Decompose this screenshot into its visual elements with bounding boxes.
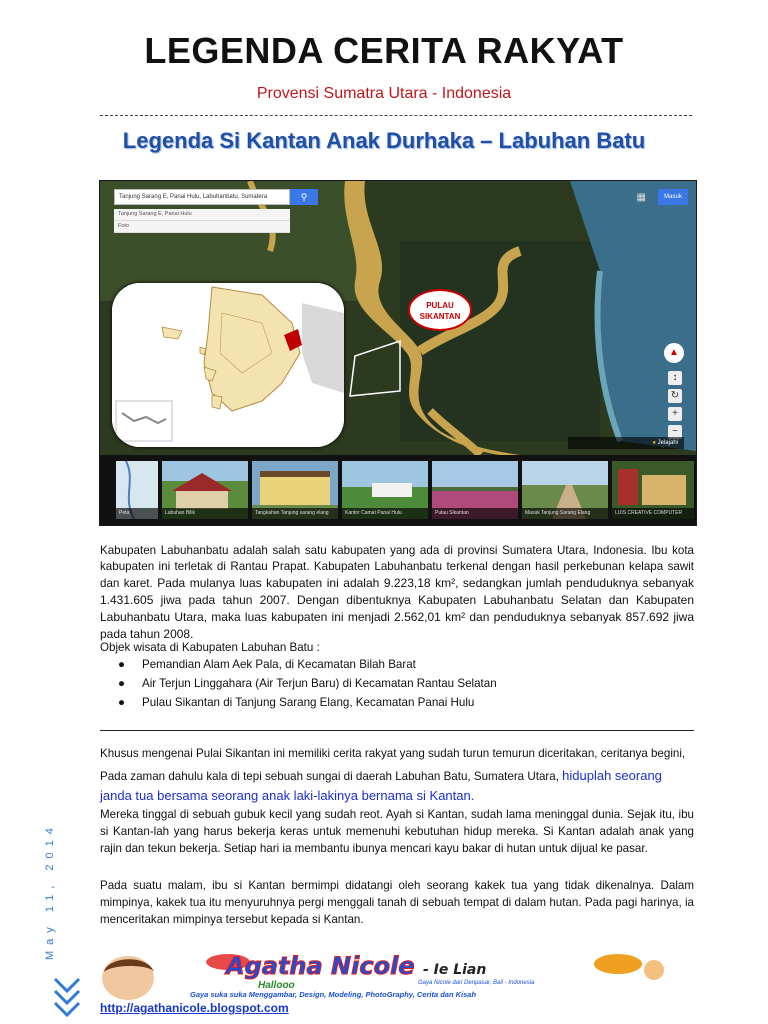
thumbnail-caption: Masuk Tanjung Sarang Elang xyxy=(522,508,608,519)
paragraph-intro-story: Khusus mengenai Pulai Sikantan ini memiliki cerita rakyat yang sudah turun temurun diceritakan, ceritanya begini, xyxy=(100,747,686,760)
list-item-text: Pulau Sikantan di Tanjung Sarang Elang, Kecamatan Panai Hulu xyxy=(142,696,475,709)
map-suggestion[interactable]: Tanjung Sarang E, Panai Hulu xyxy=(114,209,290,221)
street-view-bar[interactable] xyxy=(568,437,684,449)
search-icon[interactable]: ⚲ xyxy=(290,189,318,205)
date-stamp xyxy=(44,822,80,960)
map-suggestion[interactable]: Foto xyxy=(114,221,290,233)
author-banner xyxy=(98,952,692,1000)
thumbnail-caption: LUIS CREATIVE COMPUTER xyxy=(612,508,694,519)
content-title: Legenda Si Kantan Anak Durhaka – Labuhan Batu xyxy=(122,128,646,153)
thumbnail-caption: Tangkahan Tanjung sarang elang xyxy=(252,508,338,519)
dashed-divider xyxy=(100,115,692,116)
province-inset-map xyxy=(112,283,344,447)
thumbnail-caption: Labuhan Bilik xyxy=(162,508,248,519)
photo-strip xyxy=(100,455,696,525)
list-item-text: Pemandian Alam Aek Pala, di Kecamatan Bilah Barat xyxy=(142,658,416,671)
photo-thumbnail[interactable] xyxy=(612,461,694,519)
banner-tagline: Gaya suka suka Menggambar, Design, Modeling, PhotoGraphy, Cerita dan Kisah xyxy=(190,990,477,999)
banner-tagline-2: Gaya Nicole dari Denpasar, Bali - Indonesia xyxy=(418,980,535,986)
paragraph-text: Pada mulanya luas kabupaten ini adalah 9.223,18 km², sedangkan jumlah penduduknya sebanyak 1.431.605 jiwa pada tahun 2007. Dengan dibentuknya Kabupaten Labuhanbatu Selatan dan Kabupaten Labuhanbatu Utara, maka luas kabupaten ini menjadi 2.562,01 km² dan penduduknya sebanyak 857.692 jiwa pada tahun 2008. xyxy=(100,576,695,641)
objek-heading: Objek wisata di Kabupaten Labuhan Batu : xyxy=(100,641,320,654)
pegman-label: Jelajahi xyxy=(657,440,678,446)
banner-suffix: - Ie Lian xyxy=(422,962,487,978)
list-item-text: Air Terjun Linggahara (Air Terjun Baru) di Kecamatan Rantau Selatan xyxy=(142,677,497,690)
pan-icon[interactable]: ↕ xyxy=(668,371,682,385)
banner-name xyxy=(226,952,486,980)
page-title: LEGENDA CERITA RAKYAT xyxy=(144,30,624,71)
date-text: May 11, 2014 xyxy=(44,822,56,960)
banner-hello: Hallooo xyxy=(258,980,295,991)
highlighted-text: . xyxy=(470,788,475,803)
zoom-in-icon[interactable]: + xyxy=(668,407,682,421)
paragraph-story-start xyxy=(100,766,694,806)
photo-thumbnail[interactable] xyxy=(116,461,158,519)
bullet-icon: ● xyxy=(118,658,126,671)
pulau-sikantan-callout xyxy=(408,289,472,331)
banner-name-text: Agatha Nicole xyxy=(226,952,415,980)
paragraph-text: Pada zaman dahulu kala di tepi sebuah sungai di daerah Labuhan Batu, Sumatera Utara, xyxy=(100,770,559,783)
photo-thumbnail[interactable] xyxy=(432,461,518,519)
photo-thumbnail[interactable] xyxy=(162,461,248,519)
apps-grid-icon[interactable]: ▦ xyxy=(636,192,646,203)
callout-line: SIKANTAN xyxy=(419,312,461,321)
compass-icon[interactable]: ▲ xyxy=(664,343,684,363)
paragraph-intro xyxy=(100,543,694,643)
map-search-input[interactable]: Tanjung Sarang E, Panai Hulu, Labuhanbatu, Sumatera xyxy=(114,189,290,205)
blog-link[interactable]: http://agathanicole.blogspot.com xyxy=(100,1001,289,1015)
rotate-icon[interactable]: ↻ xyxy=(668,389,682,403)
highlighted-text: hiduplah seorang janda tua bersama seorang anak laki-lakinya bernama si Kantan xyxy=(100,768,662,803)
section-divider xyxy=(100,730,694,731)
page-subtitle: Provensi Sumatra Utara - Indonesia xyxy=(256,85,512,102)
callout-line: PULAU xyxy=(426,301,454,310)
thumbnail-caption: Kantor Camat Panai Hulu xyxy=(342,508,428,519)
bullet-icon: ● xyxy=(118,696,126,709)
pegman-icon: ● xyxy=(652,440,656,446)
chevron-down-icon xyxy=(52,975,82,1019)
bullet-icon: ● xyxy=(118,677,126,690)
photo-thumbnail[interactable] xyxy=(252,461,338,519)
paragraph-story: Mereka tinggal di sebuah gubuk kecil yang sudah reot. Ayah si Kantan, sudah lama meninggal dunia. Sejak itu, ibu si Kantan-lah yang harus bekerja keras untuk memenuhi kebutuhan hidup mereka. Si Kantan adalah anak yang rajin dan tekun bekerja. Setiap hari ia membantu ibunya mencari kayu bakar di hutan untuk dijual ke pasar. xyxy=(100,808,694,855)
signin-button[interactable]: Masuk xyxy=(658,189,688,205)
map-screenshot xyxy=(99,180,697,526)
zoom-out-icon[interactable]: − xyxy=(668,425,682,439)
thumbnail-caption: Pulau Sikantan xyxy=(432,508,518,519)
paragraph-text: Kabupaten Labuhanbatu adalah salah satu kabupaten yang ada di provinsi Sumatera Utara, Indonesia. Ibu kota kabupaten ini terletak di Rantau Prapat. Kabupaten Labuhanbatu terkenal dengan hasil perkebunan kelapa sawit dan karet. xyxy=(100,544,694,590)
photo-thumbnail[interactable] xyxy=(342,461,428,519)
photo-thumbnail[interactable] xyxy=(522,461,608,519)
paragraph-dream: Pada suatu malam, ibu si Kantan bermimpi didatangi oleh seorang kakek tua yang tidak dikenalnya. Dalam mimpinya, kakek tua itu menyuruhnya pergi menggali tanah di sebuah tempat di dalam hutan. Pada pagi harinya, ia menceritakan mimpinya tersebut kepada si Kantan. xyxy=(100,879,694,926)
sumatra-utara-map xyxy=(112,283,344,447)
thumbnail-caption: Peta xyxy=(116,508,158,519)
